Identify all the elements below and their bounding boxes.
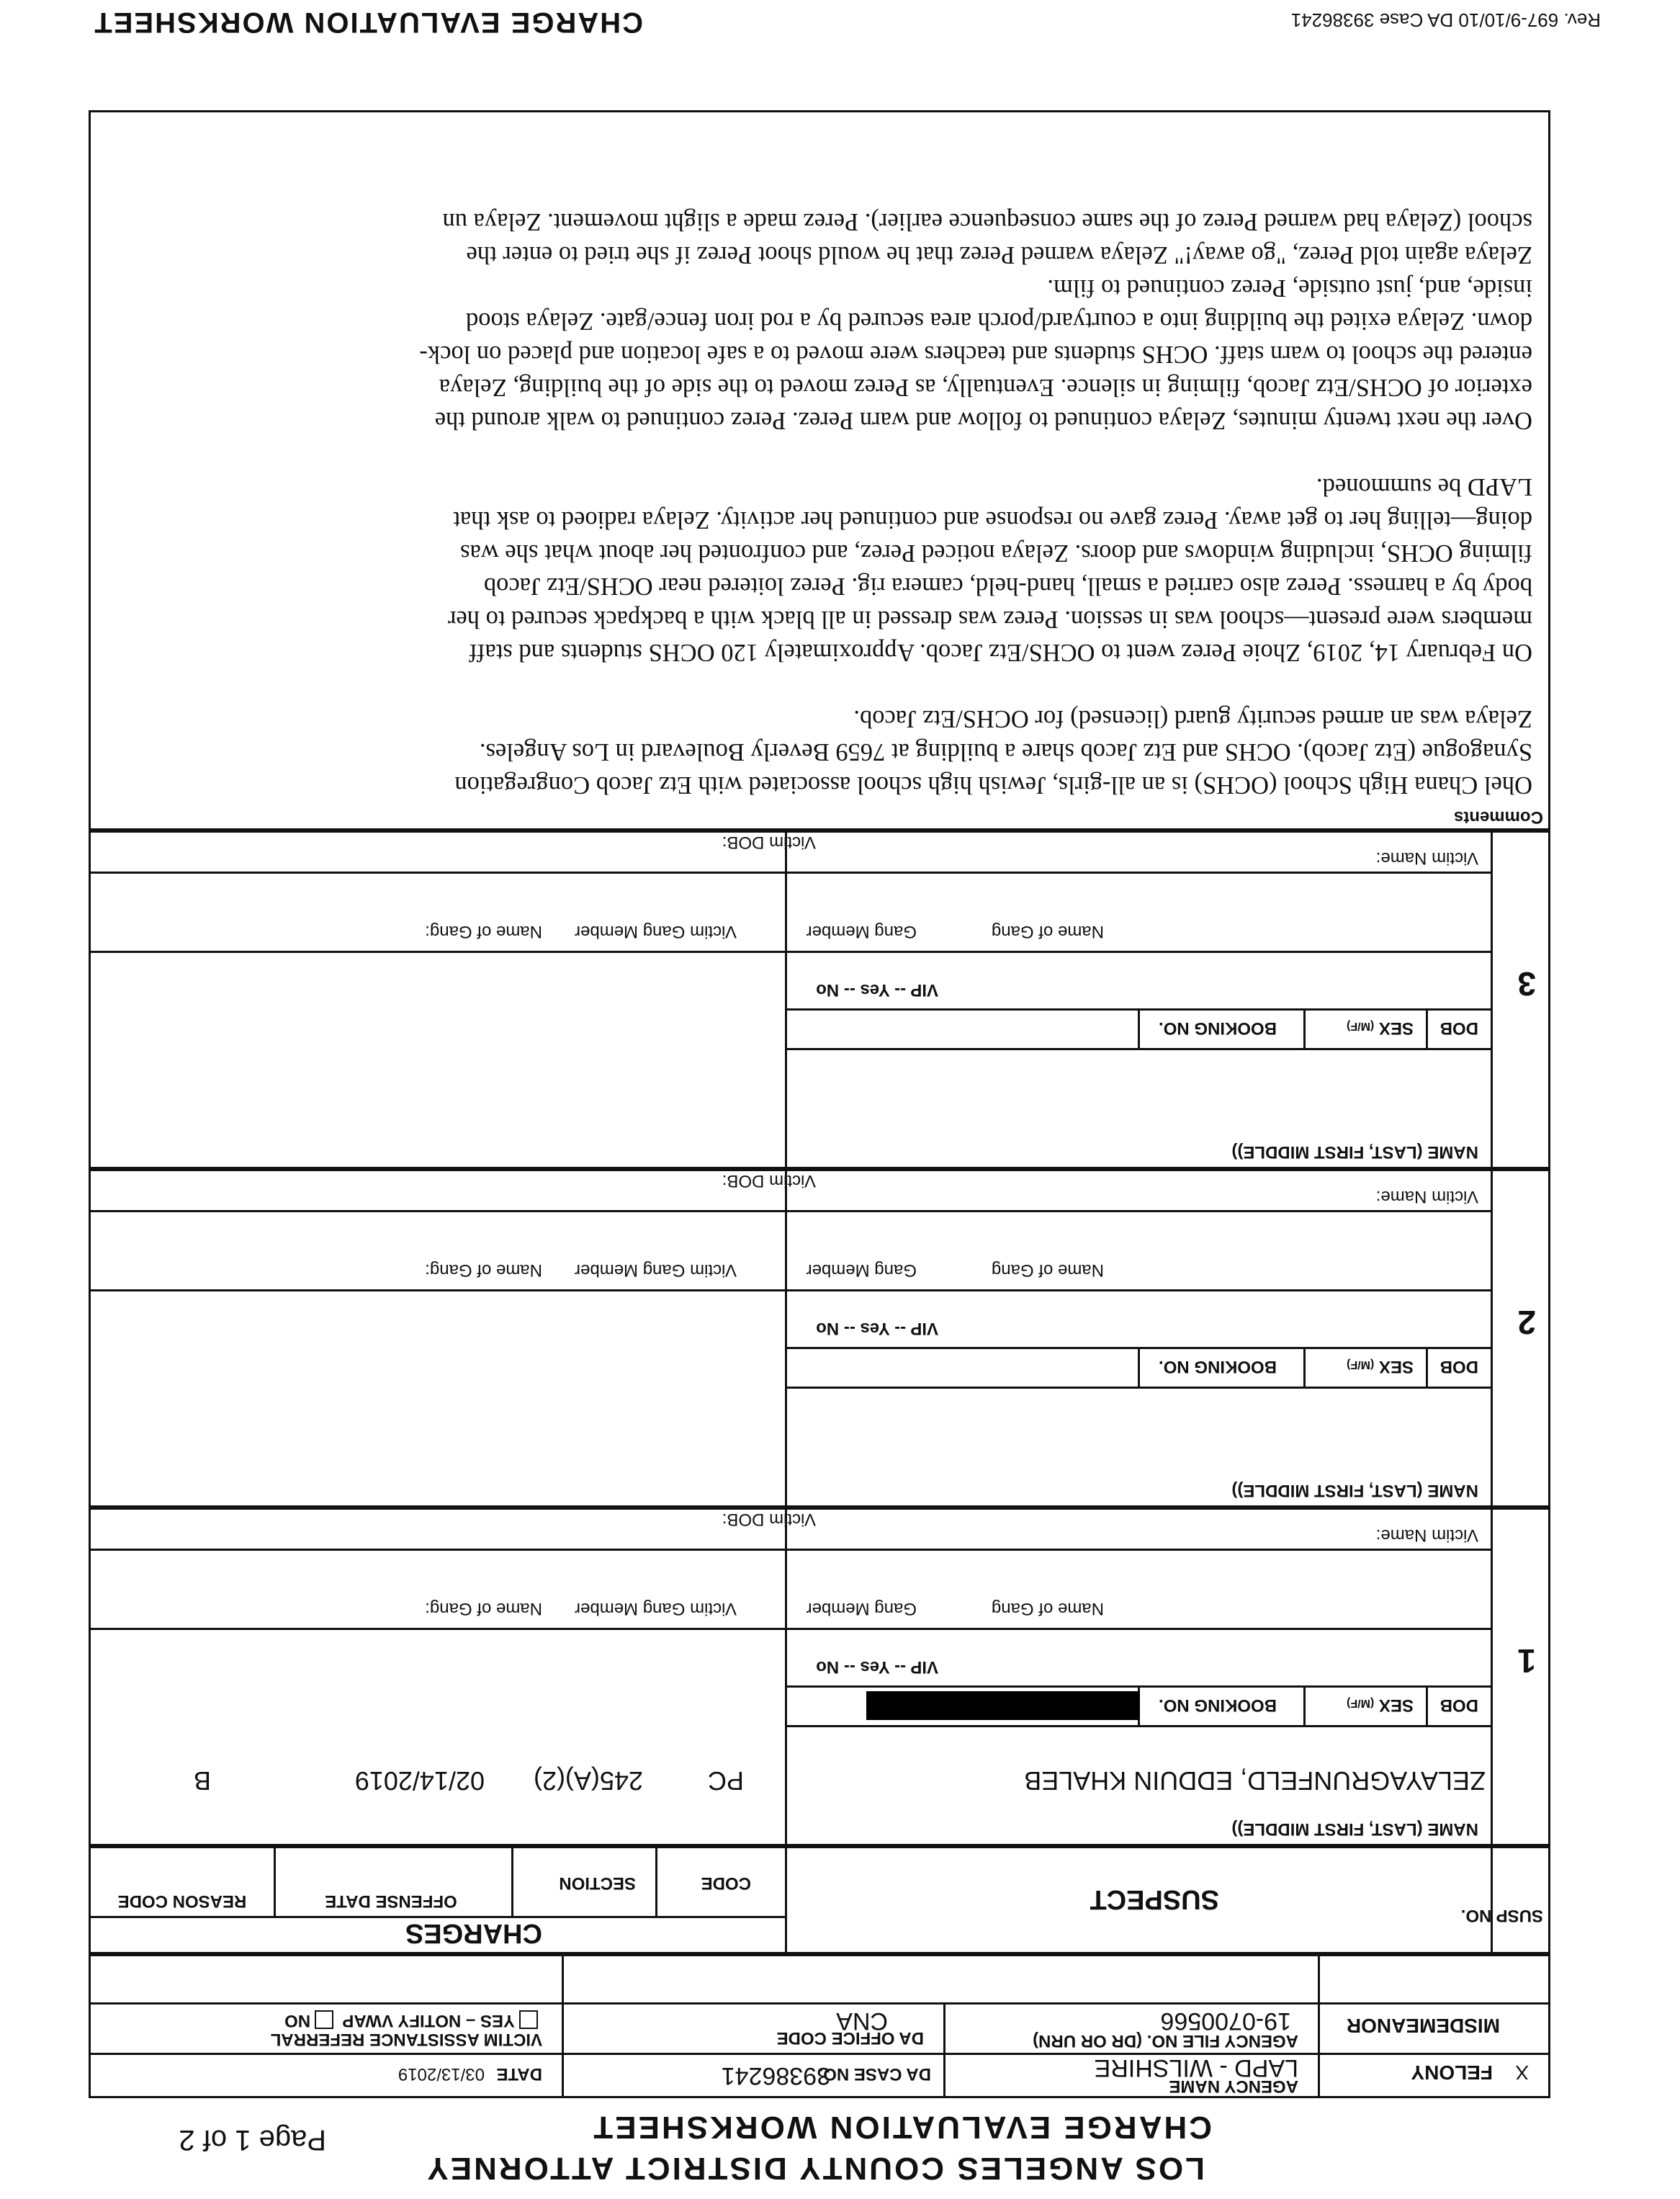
suspect-3-dob-label: DOB [1439, 1018, 1478, 1038]
suspect-1-sex-label: SEX (M/F) [1347, 1696, 1414, 1715]
da-case-label: DA CASE NO. [818, 2064, 931, 2084]
suspect-2-sex-label: SEX (M/F) [1347, 1357, 1414, 1376]
victim-yes-label: YES – NOTIFY VWAP [342, 2011, 515, 2030]
charges-header-label: CHARGES [405, 1918, 542, 1948]
felony-label[interactable]: FELONY [1411, 2061, 1493, 2084]
comment-line: body by a harness. Perez also carried a small, hand-held, camera rig. Perez loitered near OCHS/Etz Jacob [483, 573, 1532, 600]
victim-referral-options[interactable] [284, 2010, 542, 2030]
suspect-3-gang-member-label: Gang Member [806, 922, 917, 941]
suspect-number-3: 3 [1517, 965, 1536, 1003]
suspect-1-victim-dob-label: Victim DOB: [722, 1510, 816, 1529]
suspect-2-victim-name-label: Victim Name: [1375, 1187, 1478, 1206]
suspect-1-victim-gang-label: Victim Gang Member [575, 1599, 737, 1618]
agency-file-value: 19-0700566 [1160, 2007, 1291, 2035]
suspect-2-booking-label: BOOKING NO. [1158, 1357, 1277, 1376]
suspect-3-victim-gang-name-label: Name of Gang: [425, 922, 542, 941]
suspect-1-gang-member-label: Gang Member [806, 1599, 917, 1618]
suspect-3-victim-gang-label: Victim Gang Member [575, 922, 737, 941]
page-number: Page 1 of 2 [179, 2124, 326, 2156]
comment-line: entered the school to warn staff. OCHS students and teachers were moved to a safe location and placed on lock- [419, 341, 1532, 368]
suspect-1-code: PC [707, 1766, 744, 1796]
suspect-1-booking-redaction [866, 1691, 1140, 1720]
suspect-1-victim-gang-name-label: Name of Gang: [425, 1599, 542, 1618]
comment-line: doing—telling her to get away. Perez gave no response and continued her activity. Zelaya radioed to ask that [453, 506, 1532, 534]
comment-line [99, 669, 1532, 702]
date-value: 03/13/2019 [397, 2064, 485, 2084]
victim-no-label: NO [284, 2011, 311, 2030]
comment-line: down. Zelaya exited the building into a courtyard/porch area secured by a rod iron fence/gate. Zelaya stood [465, 308, 1532, 335]
agency-name-value: LAPD - WILSHIRE [1094, 2054, 1298, 2082]
da-office-value: CNA [836, 2007, 888, 2035]
suspect-3-victim-name-label: Victim Name: [1375, 848, 1478, 868]
comment-line: Zelaya again told Perez, "go away!" Zelaya warned Perez that he would shoot Perez if she tried to enter the [466, 241, 1532, 269]
suspect-1-name-label: NAME (LAST, FIRST MIDDLE)) [1231, 1819, 1478, 1839]
suspect-1-dob-label: DOB [1439, 1696, 1478, 1715]
da-office-label: DA OFFICE CODE [776, 2028, 924, 2048]
comments-text [99, 205, 1532, 802]
comments-label: Comments [1453, 807, 1543, 827]
felony-mark: X [1515, 2061, 1529, 2084]
comment-line: Zelaya was an armed security guard (licensed) for OCHS/Etz Jacob. [853, 705, 1532, 733]
suspect-3-booking-label: BOOKING NO. [1158, 1018, 1277, 1038]
victim-referral-label: VICTIM ASSISTANCE REFERRAL [270, 2030, 542, 2049]
office-title: LOS ANGELES COUNTY DISTRICT ATTORNEY [425, 2151, 1205, 2186]
suspect-2-gang-name-label: Name of Gang [991, 1260, 1104, 1280]
comment-line: filming OCHS, including windows and doors. Zelaya noticed Perez, and confronted her about what she was [460, 539, 1532, 567]
suspect-3-gang-name-label: Name of Gang [991, 922, 1104, 941]
suspect-3-name-label: NAME (LAST, FIRST MIDDLE)) [1231, 1142, 1478, 1162]
suspect-1-reason-code: B [193, 1766, 211, 1796]
agency-file-label: AGENCY FILE NO. (DR OR URN) [1033, 2031, 1298, 2051]
suspect-1-section: 245(A)(2) [533, 1766, 643, 1796]
reason-code-col-label: REASON CODE [117, 1891, 247, 1911]
code-col-label: CODE [701, 1873, 751, 1893]
offense-date-col-label: OFFENSE DATE [325, 1891, 457, 1911]
susp-no-label: SUSP NO. [1460, 1906, 1543, 1925]
comment-line: Synagogue (Etz Jacob). OCHS and Etz Jacob share a building at 7659 Beverly Boulevard in Los Angeles. [479, 738, 1532, 766]
agency-name-label: AGENCY NAME [1169, 2077, 1298, 2096]
suspect-2-name-label: NAME (LAST, FIRST MIDDLE)) [1231, 1481, 1478, 1500]
section-col-label: SECTION [559, 1873, 636, 1893]
comment-line: school (Zelaya had warned Perez of the same consequence earlier). Perez made a slight movement. Zelaya un [442, 208, 1532, 236]
comment-line: members were present—school was in session. Perez was dressed in all black with a backpack secured to her [447, 606, 1532, 633]
suspect-1-offense-date: 02/14/2019 [354, 1766, 485, 1796]
suspect-1-booking-label: BOOKING NO. [1158, 1696, 1277, 1715]
suspect-number-2: 2 [1517, 1304, 1536, 1341]
form-title: CHARGE EVALUATION WORKSHEET [591, 2110, 1212, 2145]
da-case-value: 39386241 [721, 2062, 830, 2090]
suspect-3-sex-label: SEX (M/F) [1347, 1018, 1414, 1038]
suspect-header: SUSPECT [1090, 1884, 1219, 1914]
suspect-2-dob-label: DOB [1439, 1357, 1478, 1376]
comment-line: LAPD be summoned. [1316, 473, 1532, 501]
suspect-2-victim-gang-label: Victim Gang Member [575, 1260, 737, 1280]
comment-line: Over the next twenty minutes, Zelaya continued to follow and warn Perez. Perez continued to walk around the [434, 407, 1532, 434]
victim-yes-checkbox[interactable] [519, 2010, 538, 2029]
footer-title: CHARGE EVALUATION WORKSHEET [93, 6, 643, 38]
comment-line: Ohel Chana High School (OCHS) is an all-girls, Jewish high school associated with Etz Jacob Congregation [454, 771, 1532, 799]
suspect-1-gang-name-label: Name of Gang [991, 1599, 1104, 1618]
suspect-1-victim-name-label: Victim Name: [1375, 1526, 1478, 1545]
suspect-block-2 [89, 1169, 1550, 1508]
victim-no-checkbox[interactable] [315, 2010, 333, 2029]
suspect-2-victim-dob-label: Victim DOB: [722, 1171, 816, 1191]
suspect-2-gang-member-label: Gang Member [806, 1260, 917, 1280]
suspect-block-3 [89, 830, 1550, 1169]
comment-line: exterior of OCHS/Etz Jacob, filming in silence. Eventually, as Perez moved to the side of the building, Zelaya [439, 374, 1532, 401]
comment-line: On February 14, 2019, Zhoie Perez went to OCHS/Etz Jacob. Approximately 120 OCHS students and staff [469, 639, 1532, 666]
date-label: DATE [496, 2064, 542, 2084]
suspect-3-victim-dob-label: Victim DOB: [722, 833, 816, 852]
suspect-1-name: ZELAYAGRUNFELD, EDDUIN KHALEB [1024, 1766, 1486, 1796]
suspect-2-vip-label: VIP -- Yes -- No [816, 1319, 938, 1338]
suspect-1-vip-label: VIP -- Yes -- No [816, 1657, 938, 1677]
revision-note: Rev. 697-9/10/10 DA Case 39386241 [1290, 9, 1601, 31]
suspect-3-vip-label: VIP -- Yes -- No [816, 980, 938, 1000]
comment-line [99, 437, 1532, 470]
suspect-2-victim-gang-name-label: Name of Gang: [425, 1260, 542, 1280]
suspect-number-1: 1 [1517, 1642, 1536, 1680]
comment-line: inside, and, just outside, Perez continued to film. [1047, 274, 1532, 302]
misdemeanor-label[interactable]: MISDEMEANOR [1346, 2015, 1500, 2037]
